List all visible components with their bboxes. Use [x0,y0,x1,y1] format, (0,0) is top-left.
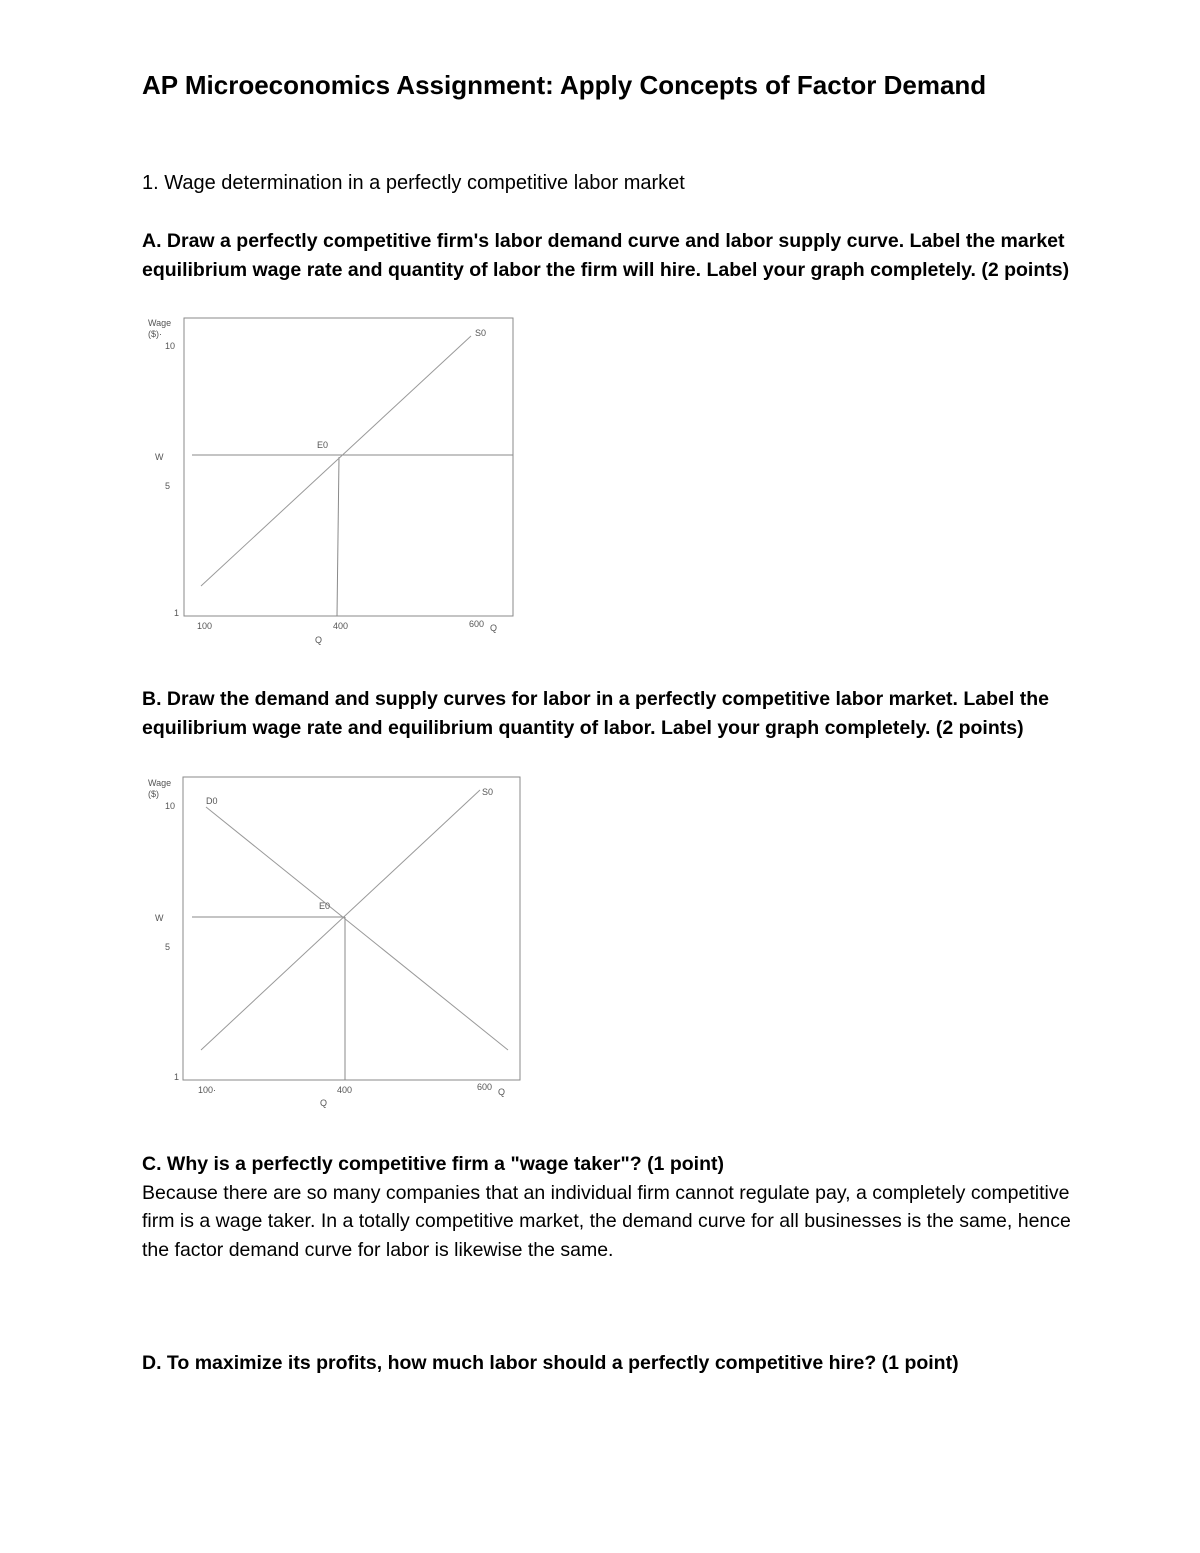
graph-a-x-axis-end: Q [490,623,498,633]
graph-a-y-tick-10: 10 [165,341,176,351]
graph-b-x-axis-end: Q [498,1087,506,1097]
graph-a-y-tick-w: W [155,452,164,462]
graph-b-supply-curve [201,790,480,1050]
part-d-prompt: D. To maximize its profits, how much labor should a perfectly competitive hire? (1 point) [142,1352,959,1374]
part-c-prompt: C. Why is a perfectly competitive firm a "wage taker"? (1 point) [142,1153,724,1175]
graph-b-demand-curve [206,807,508,1050]
graph-a-x-tick-600: 600 [469,619,485,629]
graph-b-plot-frame [183,777,520,1080]
graph-a-y-tick-5: 5 [165,481,171,491]
graph-b-y-axis-label-2: ($) [148,789,159,799]
graph-b-y-tick-10: 10 [165,801,176,811]
graph-a-quantity-line [337,457,339,616]
graph-b-demand-label: D0 [206,796,218,806]
graph-a-x-tick-100: 100 [197,621,213,631]
graph-a-y-axis-label: Wage [148,318,172,328]
graph-b-x-tick-100: 100· [198,1085,217,1095]
question-intro: 1. Wage determination in a perfectly competitive labor market [142,172,685,194]
graph-a-y-tick-1: 1 [174,608,180,618]
graph-b-equilibrium-label: E0 [319,901,331,911]
graph-a-y-axis-label-2: ($)· [148,329,162,339]
graph-b-y-tick-1: 1 [174,1072,180,1082]
part-a-prompt: A. Draw a perfectly competitive firm's labor demand curve and labor supply curve. Label the market equilibrium wage rate and quantity of labor the firm will hire. Label your graph completely. (2 points) [142,230,1070,281]
part-c-block [142,1150,1072,1264]
graph-b-x-tick-600: 600 [477,1082,493,1092]
graph-b-y-tick-w: W [155,913,164,923]
graph-a-supply-curve [201,336,471,586]
graph-b-x-tick-400: 400 [337,1085,353,1095]
graph-a-x-tick-400: 400 [333,621,349,631]
part-c-answer: Because there are so many companies that an individual firm cannot regulate pay, a completely competitive firm is a wage taker. In a totally competitive market, the demand curve for all businesses is the same, hence the factor demand curve for labor is likewise the same. [142,1181,1071,1261]
graph-a-plot-frame [184,318,513,616]
graph-a-supply-label: S0 [475,328,487,338]
part-b-prompt: B. Draw the demand and supply curves for labor in a perfectly competitive labor market. Label the equilibrium wage rate and equilibrium quantity of labor. Label your graph completely. (2 points) [142,688,1049,739]
graph-a-firm-labor-market [140,312,530,652]
graph-b-supply-label: S0 [482,787,494,797]
graph-b-y-axis-label: Wage [148,778,172,788]
graph-a-x-axis-label: Q [315,635,323,645]
graph-a-equilibrium-label: E0 [317,440,329,450]
page-title: AP Microeconomics Assignment: Apply Concepts of Factor Demand [142,70,987,100]
graph-b-labor-market [140,772,530,1112]
graph-b-y-tick-5: 5 [165,942,171,952]
graph-b-x-axis-label: Q [320,1098,328,1108]
